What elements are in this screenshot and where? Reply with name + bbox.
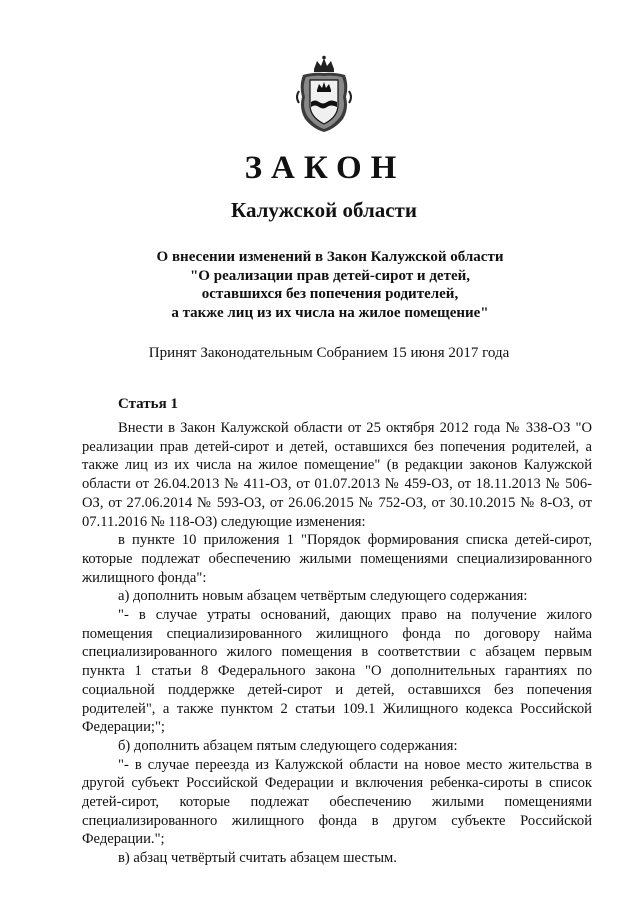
- article-paragraph: а) дополнить новым абзацем четвёртым следующего содержания:: [118, 588, 528, 605]
- document-type-title: ЗАКОН: [244, 150, 406, 186]
- article-paragraph: "- в случае переезда из Калужской области на новое место жительства в другой субъект Российской Федерации и включения ребенка-сироты в список детей-сирот, которые подлежат обеспечению жилыми помещениями специализированного жилищного фонда в другом субъекте Российской Федерации.";: [82, 756, 592, 848]
- article-paragraph: Внести в Закон Калужской области от 25 октября 2012 года № 338-ОЗ "О реализации прав детей-сирот и детей, оставшихся без попечения родителей, а также лиц из их числа на жилое помещение" (в редакции законов Калужской области от 26.04.2013 № 411-ОЗ, от 01.07.2013 № 459-ОЗ, от 18.11.2013 № 506-ОЗ, от 27.06.2014 № 593-ОЗ, от 26.06.2015 № 752-ОЗ, от 30.10.2015 № 8-ОЗ, от 07.11.2016 № 118-ОЗ) следующие изменения:: [82, 420, 592, 530]
- subject-line: а также лиц из их числа на жилое помещение": [171, 304, 489, 321]
- article-paragraph: в пункте 10 приложения 1 "Порядок формирования списка детей-сирот, которые подлежат обеспечению жилыми помещениями специализированного жилищного фонда":: [82, 532, 592, 586]
- subject-line: О внесении изменений в Закон Калужской области: [156, 249, 504, 265]
- subject-line: "О реализации прав детей-сирот и детей,: [189, 267, 470, 284]
- article-paragraph: "- в случае утраты оснований, дающих право на получение жилого помещения специализированного жилищного фонда по договору найма специализированного жилого помещения в соответствии с абзацем первым пункта 1 статьи 8 Федерального закона "О дополнительных гарантиях по социальной поддержке детей-сирот и детей, оставшихся без попечения родителей", а также пунктом 2 статьи 109.1 Жилищного кодекса Российской Федерации;";: [82, 607, 592, 736]
- law-subject: [80, 248, 580, 322]
- region-name: Калужской области: [231, 198, 417, 222]
- adoption-note: Принят Законодательным Собранием 15 июня 2017 года: [148, 345, 510, 361]
- article-paragraph: в) абзац четвёртый считать абзацем шестым.: [118, 850, 397, 867]
- article-heading: Статья 1: [118, 396, 178, 412]
- subject-line: оставшихся без попечения родителей,: [201, 286, 459, 302]
- article-paragraph: б) дополнить абзацем пятым следующего содержания:: [118, 737, 458, 754]
- coat-of-arms-icon: [293, 55, 355, 135]
- article-body: [82, 419, 592, 868]
